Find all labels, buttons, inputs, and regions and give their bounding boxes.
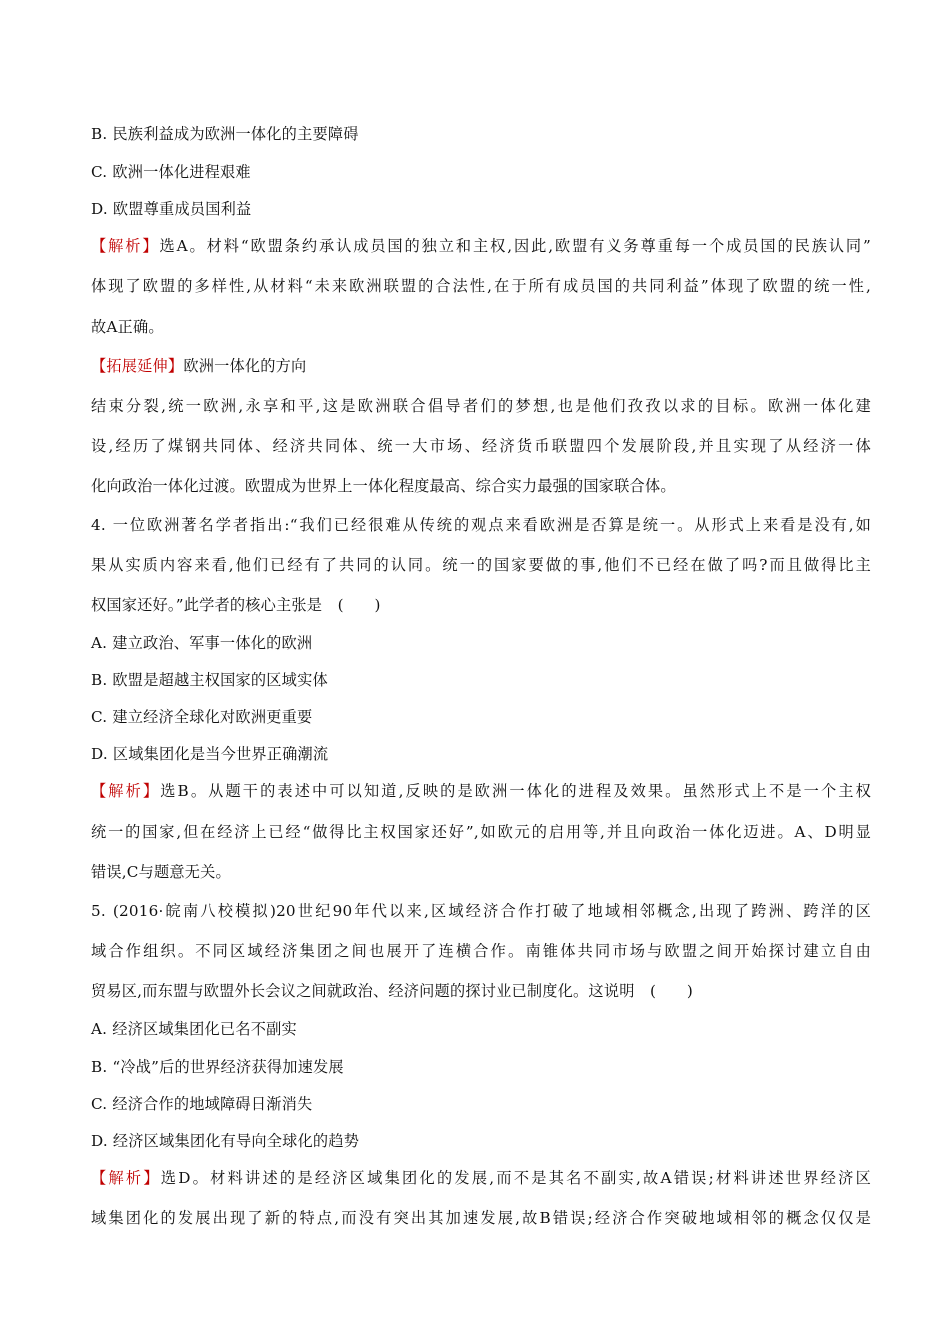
analysis-tag: 【解析】	[91, 782, 161, 800]
q4-analysis-line-2: 统一的国家,但在经济上已经“做得比主权国家还好”,如欧元的启用等,并且向政治一体化迈进。A、D明显	[91, 823, 871, 841]
q5-stem-line-2: 域合作组织。不同区域经济集团之间也展开了连横合作。南锥体共同市场与欧盟之间开始探讨建立自由	[91, 942, 871, 960]
extension-tag: 【拓展延伸】	[91, 357, 184, 375]
q4-option-b: B. 欧盟是超越主权国家的区域实体	[91, 671, 328, 689]
q5-analysis-line-1: 【解析】选D。材料讲述的是经济区域集团化的发展,而不是其名不副实,故A错误;材料讲述世界经济区	[91, 1169, 871, 1187]
q4-stem-line-2: 果从实质内容来看,他们已经有了共同的认同。统一的国家要做的事,他们不已经在做了吗?而且做得比主	[91, 556, 871, 574]
extension-title: 欧洲一体化的方向	[183, 357, 307, 375]
q4-stem-line-3: 权国家还好。”此学者的核心主张是 ( )	[91, 596, 381, 614]
extension-heading	[91, 356, 871, 376]
q3-option-d: D. 欧盟尊重成员国利益	[91, 200, 252, 218]
q4-analysis-line-3: 错误,C与题意无关。	[91, 863, 231, 881]
q3-option-b: B. 民族利益成为欧洲一体化的主要障碍	[91, 125, 359, 143]
q4-option-d: D. 区域集团化是当今世界正确潮流	[91, 745, 329, 763]
q3-analysis-line-3: 故A正确。	[91, 318, 164, 336]
extension-line-3: 化向政治一体化过渡。欧盟成为世界上一体化程度最高、综合实力最强的国家联合体。	[91, 477, 676, 495]
q3-analysis-line-2: 体现了欧盟的多样性,从材料“未来欧洲联盟的合法性,在于所有成员国的共同利益”体现了欧盟的统一性,	[91, 277, 871, 295]
q3-option-c: C. 欧洲一体化进程艰难	[91, 163, 251, 181]
q5-option-a: A. 经济区域集团化已名不副实	[91, 1020, 297, 1038]
q4-option-a: A. 建立政治、军事一体化的欧洲	[91, 634, 313, 652]
q4-analysis-line-1: 【解析】选B。从题干的表述中可以知道,反映的是欧洲一体化的进程及效果。虽然形式上不是一个主权	[91, 782, 871, 800]
q5-option-b: B. “冷战”后的世界经济获得加速发展	[91, 1058, 344, 1076]
extension-line-1: 结束分裂,统一欧洲,永享和平,这是欧洲联合倡导者们的梦想,也是他们孜孜以求的目标。欧洲一体化建	[91, 397, 871, 415]
q5-stem-line-1: 5. (2016·皖南八校模拟)20世纪90年代以来,区域经济合作打破了地域相邻概念,出现了跨洲、跨洋的区	[91, 902, 871, 920]
q5-option-c: C. 经济合作的地域障碍日渐消失	[91, 1095, 313, 1113]
q5-analysis-line-2: 域集团化的发展出现了新的特点,而没有突出其加速发展,故B错误;经济合作突破地域相邻的概念仅仅是	[91, 1209, 871, 1227]
q5-option-d: D. 经济区域集团化有导向全球化的趋势	[91, 1132, 360, 1150]
extension-line-2: 设,经历了煤钢共同体、经济共同体、统一大市场、经济货币联盟四个发展阶段,并且实现了从经济一体	[91, 437, 871, 455]
q5-stem-line-3: 贸易区,而东盟与欧盟外长会议之间就政治、经济问题的探讨业已制度化。这说明 ( )	[91, 982, 694, 1000]
q3-analysis-line-1: 【解析】选A。材料“欧盟条约承认成员国的独立和主权,因此,欧盟有义务尊重每一个成员国的民族认同”	[91, 237, 871, 255]
analysis-tag: 【解析】	[91, 237, 160, 255]
q4-option-c: C. 建立经济全球化对欧洲更重要	[91, 708, 313, 726]
q4-stem-line-1: 4. 一位欧洲著名学者指出:“我们已经很难从传统的观点来看欧洲是否算是统一。从形式上来看是没有,如	[91, 516, 871, 534]
analysis-tag: 【解析】	[91, 1169, 161, 1187]
